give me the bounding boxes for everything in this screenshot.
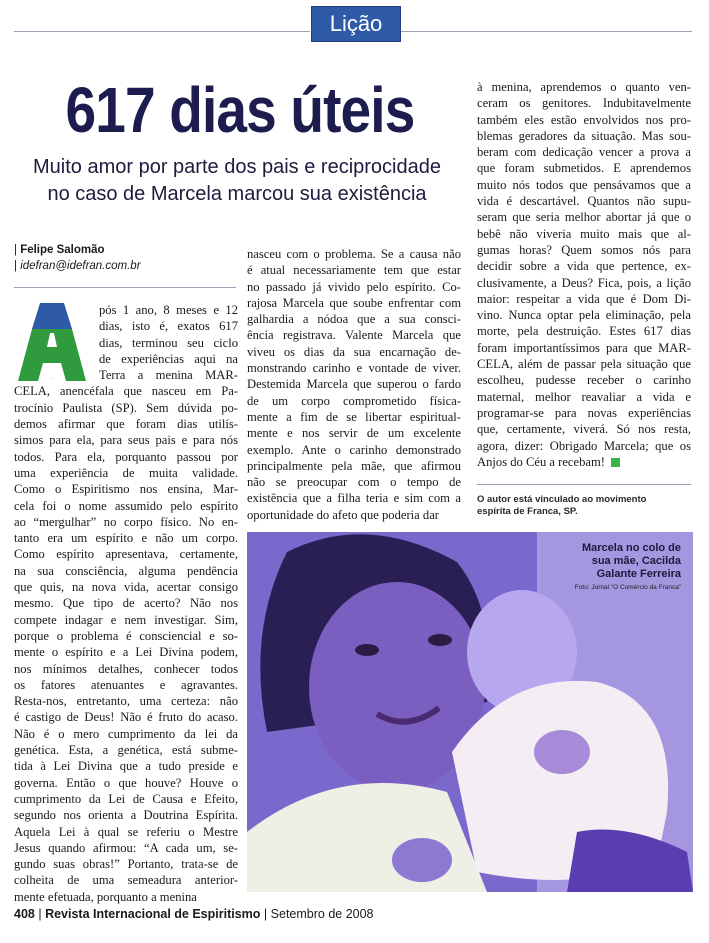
subtitle-line-1: Muito amor por parte dos pais e reciprocidade — [33, 156, 441, 178]
col1-line: de experiências aqui na — [99, 351, 238, 366]
author-note-line-1: O autor está vinculado ao movimento — [477, 494, 647, 505]
subtitle-line-2: no caso de Marcela marcou sua existência — [47, 183, 427, 205]
col2-line: Destemida Marcela que superou o fardo — [247, 377, 461, 392]
col1-line: pós 1 ano, 8 meses e 12 — [99, 303, 238, 317]
col3-line: decidir sobre a vida que pertence, ex- — [477, 259, 691, 274]
col2-line: nasceu com o problema. Se a causa não — [247, 247, 461, 261]
col1-line: governa. Então o que houve? Houve o — [14, 775, 238, 790]
col1-line: tida à Lei Divina que a tudo preside e — [14, 759, 238, 774]
col2-line: é atual necessariamente tem que estar — [247, 263, 461, 278]
col1-line: genética. Esta, a genética, está subme- — [14, 743, 238, 758]
col3-line: escolheu, pudesse receber o carinho — [477, 373, 691, 388]
col1-line: Resta-nos, entretanto, uma certeza: não — [14, 694, 238, 709]
col1-line: é castigo de Deus! Não é fruto do acaso. — [14, 710, 238, 725]
col1-line: Terra a menina MAR- — [99, 368, 238, 383]
col3-line: também eles estão envolvidos nos pro- — [477, 112, 691, 127]
mother-hand — [392, 838, 452, 882]
col2-line: ência registrava. Valente Marcela que — [247, 328, 461, 343]
author-email: idefran@idefran.com.br — [20, 260, 141, 272]
col3-line: à menina, aprendemos o quanto ven- — [477, 80, 691, 94]
col2-line: não se preocupar com o tempo de — [247, 475, 461, 490]
page-footer: 408 | Revista Internacional de Espiritismo | Setembro de 2008 — [14, 907, 374, 921]
col3-line: vino. Nunca optar pela eliminação, pela — [477, 308, 691, 323]
col2-line: viveu os dias da sua encarnação de- — [247, 344, 461, 359]
article-photo — [247, 532, 693, 892]
col3-line: maior: respeitar a vida que é Dom Di- — [477, 291, 691, 306]
col1-line: CELA, anencéfala que nasceu em Pa- — [14, 384, 238, 399]
col3-line: gumas horas? Quem somos nós para — [477, 242, 691, 257]
col1-line: colheita de uma semeadura anterior- — [14, 873, 238, 888]
col3-line: blemas geradores da situação. Mas sou- — [477, 128, 691, 143]
col2-line: mente a fim de se libertar espiritual- — [247, 409, 461, 424]
col1-line: os fatores atenuantes e agravantes. — [14, 677, 238, 692]
col1-line: trocínio Paulista (SP). Sem dúvida po- — [14, 400, 238, 415]
col3-line: programar-se para novas experiências — [477, 405, 691, 420]
col2-line: rajosa Marcela que soube enfrentar com — [247, 295, 461, 310]
col2-line: de um corpo comprometido física- — [247, 393, 461, 408]
photo-caption — [521, 542, 681, 592]
mother-eye-right — [428, 634, 452, 646]
header-rule-left — [14, 31, 310, 32]
col2-line: principalmente pela mãe, que afirmou — [247, 458, 461, 473]
col3-line: muito nós todos que pensávamos que a — [477, 177, 691, 192]
col1-line: Como o Espiritismo nos ensina, Mar- — [14, 482, 238, 497]
col1-line: Não é o mero cumprimento da lei da — [14, 726, 238, 741]
article-title: 617 dias úteis — [65, 74, 415, 146]
col2-line: exemplo. Ante o carinho demonstrado — [247, 442, 461, 457]
col1-line: uma experiência de muita validade. — [14, 465, 238, 480]
col1-line: demos afirmar que foram dias utilís- — [14, 417, 238, 432]
col1-line: mente efetuada, porquanto a menina — [14, 889, 197, 904]
col3-line: Anjos do Céu a recebam! — [477, 454, 691, 470]
col1-line: mente o espírito e a Lei Divina podem, — [14, 645, 238, 660]
col2-line: no passado já vivido pelo espírito. Co- — [247, 279, 461, 294]
col3-line: foram importantíssimos para que MAR- — [477, 340, 691, 355]
article-column-3 — [477, 79, 691, 470]
col3-line: clusivamente, a Deus? Fica, pois, a lição — [477, 275, 691, 290]
col1-line: Jesus quando afirmou: “A cada um, se- — [14, 840, 238, 855]
col1-line: cela foi o nome assumido pelo espírito — [14, 498, 238, 513]
col2-line: monstrando carinho e vontade de viver. — [247, 361, 461, 376]
col1-line: que quis, na nova vida, acertar consigo — [14, 580, 238, 595]
author-note-line-2: espírita de Franca, SP. — [477, 506, 578, 517]
col2-line: mente e nos servir de um excelente — [247, 426, 461, 441]
col1-line: ao “mergulhar” no corpo físico. No en- — [14, 514, 238, 529]
col1-line: dias, isto é, exatos 617 — [99, 319, 238, 334]
issue-date: Setembro de 2008 — [270, 907, 374, 921]
col1-line: segundo nos orienta a Doutrina Espírita. — [14, 808, 238, 823]
col3-line: morte, pela destruição. Estes 617 dias — [477, 324, 691, 339]
article-end-mark — [611, 458, 620, 467]
col1-line: todos. Para ela, porquanto passou por — [14, 449, 238, 464]
article-column-2 — [247, 246, 461, 523]
section-tag: Lição — [311, 6, 401, 42]
col1-line: gundo suas obras!” Portanto, trata-se de — [14, 857, 238, 872]
col3-line: maternal, melhor reavaliar a vida e — [477, 389, 691, 404]
col2-line: oportunidade do afeto que poderia dar — [247, 507, 439, 522]
col1-line: simos para ela, para seus pais e para nós — [14, 433, 238, 448]
col1-line: na sua consciência, alguma pendência — [14, 563, 238, 578]
dropcap-text: A — [52, 378, 54, 380]
col1-line: cumprimento da Lei de Causa e Efeito, — [14, 791, 238, 806]
author-note — [477, 494, 687, 518]
col2-line: existência que a filha teria e sim com a — [247, 491, 461, 506]
caption-line-1: Marcela no colo de — [581, 542, 681, 554]
byline: | Felipe Salomão | idefran@idefran.com.br — [14, 244, 141, 272]
author-name: Felipe Salomão — [20, 244, 105, 256]
col1-line: mesmo. Que tipo de acerto? Não nos — [14, 596, 238, 611]
col3-line: bebê não viveria muito mais que al- — [477, 226, 691, 241]
photo-credit: Foto: Jornal “O Comércio da Franca” — [574, 584, 681, 591]
page-number: 408 — [14, 907, 35, 921]
col1-line: porque o problema é consciencial e so- — [14, 628, 238, 643]
col3-line: que foram submetidos. E aprendemos — [477, 161, 691, 176]
magazine-name: Revista Internacional de Espiritismo — [45, 907, 261, 921]
col1-line: nos mínimos detalhes, conhecer todos — [14, 661, 238, 676]
col3-line: seram que seria melhor abortar já que o — [477, 210, 691, 225]
mother-eye-left — [355, 644, 379, 656]
note-rule — [477, 484, 691, 485]
col1-line: dias, terminou seu ciclo — [99, 335, 238, 350]
col1-line: Como espírito apresentava, certamente, — [14, 547, 238, 562]
col3-line: ceram os genitores. Indubitavelmente — [477, 96, 691, 111]
col1-line: compete indagar e nem investigar. Sim, — [14, 612, 238, 627]
col3-line: vida é descartável. Quantos não supu- — [477, 194, 691, 209]
caption-line-3: Galante Ferreira — [596, 568, 681, 580]
header-rule-right — [400, 31, 692, 32]
byline-rule — [14, 287, 236, 288]
caption-line-2: sua mãe, Cacilda — [591, 555, 681, 567]
col2-line: galhardia a nódoa que a sua consci- — [247, 312, 461, 327]
article-column-1 — [14, 302, 238, 905]
col1-line: tanto era um espírito e não um corpo. — [14, 531, 238, 546]
col3-line: agora, dizer: Obrigado Marcela; que os — [477, 438, 691, 453]
col3-line: CELA, além de passar pela situação que — [477, 357, 691, 372]
col3-line: que, certamente, viverá. Só nos resta, — [477, 422, 691, 437]
article-subtitle — [12, 154, 462, 208]
col1-line: Aquela Lei à qual se referiu o Mestre — [14, 824, 238, 839]
baby-shirt-print — [534, 730, 590, 774]
col3-line: beram com dedicação vencer a prova a — [477, 145, 691, 160]
